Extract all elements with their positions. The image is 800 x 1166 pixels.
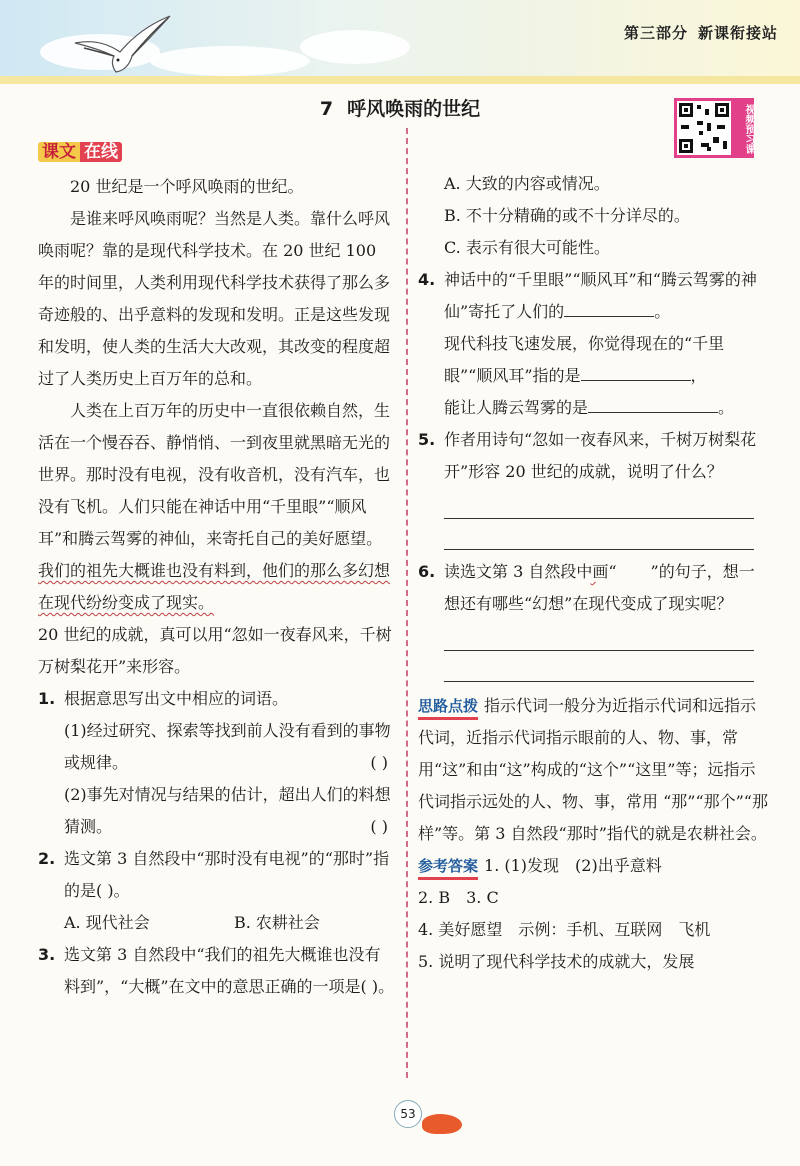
question-3-continued-spacer (418, 136, 768, 168)
paragraph-3-text: 人类在上百万年的历史中一直很依赖自然，生活在一个慢吞吞、静悄悄、一到夜里就黑暗无光的世界。那时没有电视，没有收音机，没有汽车，也没有飞机。人们只能在神话中用“千里眼”“顺风耳”和腾云驾雾的神仙，来寄托自己的美好愿望。 (38, 401, 391, 548)
section-part: 第三部分 (623, 24, 688, 42)
paragraph-2: 是谁来呼风唤雨呢？当然是人类。靠什么呼风唤雨呢？靠的是现代科学技术。在 20 世纪 100 年的时间里，人类利用现代科学技术获得了那么多奇迹般的、出乎意料的发现和发明。正是这些发现和发明，使人类的生活大大改观，其改变的程度超过了人类历史上百万年的总和。 (38, 209, 391, 388)
question-4-part-2 (418, 328, 768, 392)
question-number: 5. (418, 430, 436, 449)
hint-block (418, 690, 768, 850)
answer-line[interactable] (444, 519, 754, 550)
answer-line[interactable] (444, 651, 754, 682)
question-5 (418, 424, 768, 488)
question-1-text: 根据意思写出文中相应的词语。 (64, 689, 289, 708)
question-6-text-b: ”的句子，想一想还有哪些“幻想”在现代变成了现实呢？ (444, 562, 755, 613)
hint-label: 思路点拨 (418, 695, 478, 720)
question-4-text-1: 神话中的“千里眼”“顺风耳”和“腾云驾雾的神仙”寄托了人们的 (444, 270, 757, 321)
paragraph-1: 20 世纪是一个呼风唤雨的世纪。 (70, 177, 304, 196)
wavy-line-sample (617, 556, 651, 588)
answer-blank[interactable] (581, 360, 691, 381)
header-banner (0, 0, 800, 84)
question-6-text-a: 读选文第 3 自然段中画“ (444, 562, 617, 581)
period: 。 (654, 302, 671, 321)
qr-tag-label: 视频预习课 (734, 98, 754, 158)
answer-line-3: 4. 美好愿望 示例：手机、互联网 飞机 (418, 920, 711, 939)
option-b[interactable]: B. 农耕社会 (234, 913, 320, 932)
question-1 (38, 683, 396, 715)
paragraph-3 (38, 395, 396, 619)
question-4-part-3 (418, 392, 768, 424)
question-2-text: 选文第 3 自然段中“那时没有电视”的“那时”指的是( )。 (64, 849, 390, 900)
question-6 (418, 556, 768, 620)
question-number: 2. (38, 849, 56, 868)
answer-blank[interactable] (564, 296, 654, 317)
answer-line[interactable] (444, 620, 754, 651)
question-4-text-2: 现代科技飞速发展，你觉得现在的“千里眼”“顺风耳”指的是 (444, 334, 725, 385)
section-label (614, 22, 778, 43)
answer-line-2: 2. B 3. C (418, 888, 499, 907)
badge-part2: 在线 (80, 142, 122, 162)
hint-text: 指示代词一般分为近指示代词和远指示代词，近指示代词指示眼前的人、物、事，常用“这”和由“这”构成的“这个”“这里”等；远指示代词指示远处的人、物、事，常用 “那”“那个”“那样”等。第 3 自然段“那时”指代的就是农耕社会。 (418, 696, 768, 843)
submarine-icon (422, 1114, 462, 1134)
question-1-1 (38, 715, 396, 779)
period: 。 (718, 398, 735, 417)
wavy-underlined-sentence: 我们的祖先大概谁也没有料到，他们的那么多幻想在现代纷纷变成了现实。 (38, 561, 391, 612)
answer-label: 参考答案 (418, 855, 478, 880)
answer-line[interactable] (444, 488, 754, 519)
column-divider (406, 128, 408, 1078)
page-number: 53 (394, 1100, 422, 1128)
cloud-decoration (300, 30, 410, 64)
answer-line-1: 1. (1)发现 (2)出乎意料 (484, 856, 662, 875)
question-2-options (38, 907, 396, 939)
question-3-option-c[interactable]: C. 表示有很大可能性。 (444, 238, 610, 257)
option-a[interactable]: A. 现代社会 (64, 913, 150, 932)
question-1-2 (38, 779, 396, 843)
section-badge (38, 139, 122, 165)
seagull-icon (70, 8, 180, 84)
question-number: 3. (38, 945, 56, 964)
question-number: 6. (418, 562, 436, 581)
question-4 (418, 264, 768, 328)
lesson-title-text: 呼风唤雨的世纪 (347, 98, 481, 120)
lesson-number: 7 (319, 98, 334, 120)
question-1-2-text: (2)事先对情况与结果的估计，超出人们的料想猜测。 (64, 785, 391, 836)
badge-part1: 课文 (38, 142, 80, 162)
answer-blank[interactable] (588, 392, 718, 413)
answer-block (418, 850, 768, 882)
question-2 (38, 843, 396, 907)
question-3-option-a[interactable]: A. 大致的内容或情况。 (444, 174, 610, 193)
answer-paren[interactable]: ( ) (370, 817, 388, 836)
question-1-1-text: (1)经过研究、探索等找到前人没有看到的事物或规律。 (64, 721, 391, 772)
question-number: 1. (38, 689, 56, 708)
answer-line-4: 5. 说明了现代科学技术的成就大，发展 (418, 952, 695, 971)
right-column (418, 136, 768, 978)
comma: ， (690, 366, 707, 385)
question-3-option-b[interactable]: B. 不十分精确的或不十分详尽的。 (444, 206, 690, 225)
paragraph-3-end: 20 世纪的成就，真可以用“忽如一夜春风来，千树万树梨花开”来形容。 (38, 625, 392, 676)
question-3 (38, 939, 396, 1003)
left-column (38, 136, 396, 1003)
header-stripe (0, 76, 800, 84)
question-4-text-3: 能让人腾云驾雾的是 (444, 398, 589, 417)
question-number: 4. (418, 270, 436, 289)
question-5-text: 作者用诗句“忽如一夜春风来，千树万树梨花开”形容 20 世纪的成就，说明了什么？ (444, 430, 757, 481)
answer-paren[interactable]: ( ) (370, 753, 388, 772)
section-name: 新课衔接站 (697, 24, 778, 42)
question-3-text: 选文第 3 自然段中“我们的祖先大概谁也没有料到”，“大概”在文中的意思正确的一项是( )。 (64, 945, 395, 996)
